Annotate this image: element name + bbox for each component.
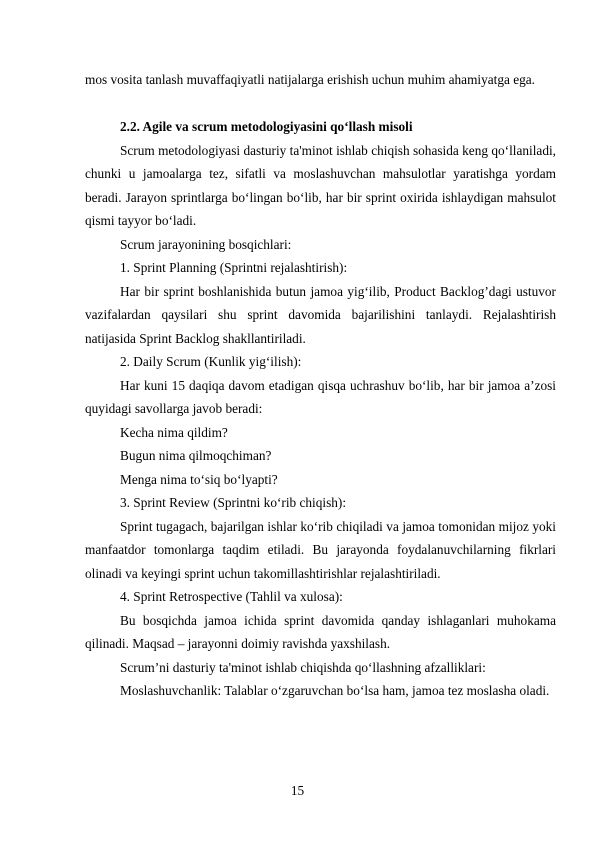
paragraph-retrospective-body: Bu bosqichda jamoa ichida sprint davomida qanday ishlaganlari muhokama qilinadi. Maqsad – jarayonni doimiy ravishda yaxshilash. <box>85 612 556 651</box>
question-blockers: Menga nima to‘siq bo‘lyapti? <box>120 471 278 487</box>
paragraph-advantages-title: Scrum’ni dasturiy ta'minot ishlab chiqishda qo‘llashning afzalliklari: <box>120 659 486 675</box>
paragraph-sprint-review-body: Sprint tugagach, bajarilgan ishlar ko‘rib chiqiladi va jamoa tomonidan mijoz yoki manfaatdor tomonlarga taqdim etiladi. Bu jarayonda foydalanuvchilarning fikrlari olinadi va keyingi sprint uchun takomillashtirishlar rejalashtiriladi. <box>85 518 556 581</box>
question-today: Bugun nima qilmoqchiman? <box>120 448 272 463</box>
paragraph-daily-scrum: 2. Daily Scrum (Kunlik yig‘ilish): <box>120 354 302 369</box>
question-yesterday: Kecha nima qildim? <box>120 424 228 440</box>
paragraph-sprint-planning-body: Har bir sprint boshlanishida butun jamoa yig‘ilib, Product Backlog’dagi ustuvor vazifalardan qaysilari shu sprint davomida bajarilishini tanlaydi. Rejalashtirish natijasida Sprint Backlog shakllantiriladi. <box>85 283 556 346</box>
page-number: 15 <box>290 783 305 798</box>
paragraph-retrospective: 4. Sprint Retrospective (Tahlil va xulosa): <box>120 589 343 604</box>
paragraph-continuation: mos vosita tanlash muvaffaqiyatli natijalarga erishish uchun muhim ahamiyatga ega. <box>85 72 536 87</box>
paragraph-sprint-review: 3. Sprint Review (Sprintni ko‘rib chiqish): <box>120 495 347 510</box>
document-page <box>85 68 556 703</box>
section-heading: 2.2. Agile va scrum metodologiyasini qo‘llash misoli <box>120 119 413 134</box>
paragraph-scrum-intro: Scrum metodologiyasi dasturiy ta'minot ishlab chiqish sohasida keng qo‘llaniladi, chunki u jamoalarga tez, sifatli va moslashuvchan mahsulotlar yaratishga yordam beradi. Jarayon sprintlarga bo‘lingan bo‘lib, har bir sprint oxirida ishlaydigan mahsulot qismi tayyor bo‘ladi. <box>85 142 556 228</box>
paragraph-stages-title: Scrum jarayonining bosqichlari: <box>120 236 292 252</box>
paragraph-flexibility: Moslashuvchanlik: Talablar o‘zgaruvchan bo‘lsa ham, jamoa tez moslasha oladi. <box>120 683 550 698</box>
paragraph-daily-scrum-body: Har kuni 15 daqiqa davom etadigan qisqa uchrashuv bo‘lib, har bir jamoa a’zosi quyidagi savollarga javob beradi: <box>85 377 556 416</box>
paragraph-sprint-planning: 1. Sprint Planning (Sprintni rejalashtirish): <box>120 260 348 275</box>
